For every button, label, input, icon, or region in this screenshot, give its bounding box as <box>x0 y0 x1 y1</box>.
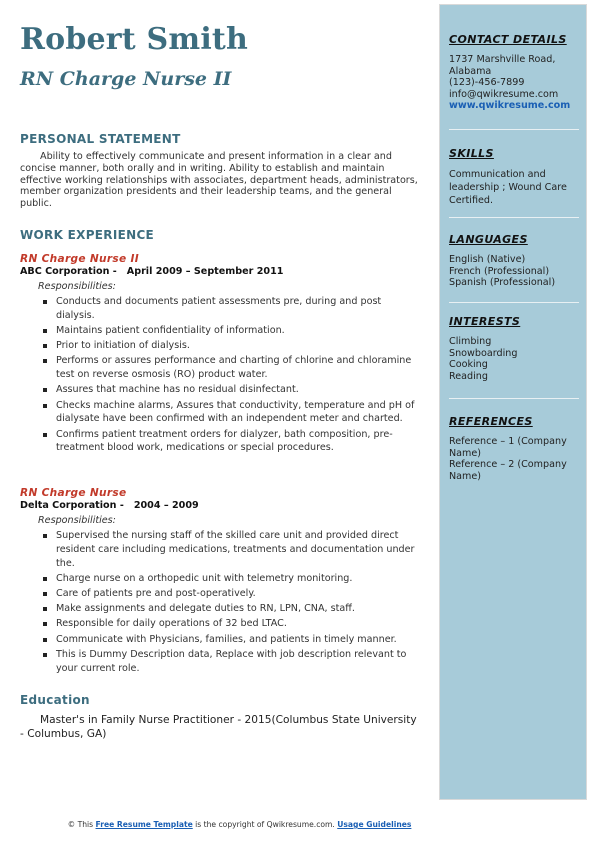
duty-item: Assures that machine has no residual disinfectant. <box>56 383 418 397</box>
footer-middle: is the copyright of Qwikresume.com. <box>192 820 338 829</box>
divider <box>449 129 579 130</box>
address-line: Alabama <box>449 65 492 77</box>
responsibilities-label: Responsibilities: <box>38 281 116 292</box>
languages-heading: LANGUAGES <box>449 233 528 246</box>
duty-item: Responsible for daily operations of 32 bed LTAC. <box>56 617 418 631</box>
interest-item: Cooking <box>449 359 488 370</box>
divider <box>449 217 579 218</box>
duties-list <box>20 529 420 675</box>
language-item: English (Native) <box>449 254 526 265</box>
responsibilities-label: Responsibilities: <box>38 515 116 526</box>
sidebar <box>439 4 587 800</box>
references-list <box>449 436 583 482</box>
personal-statement-heading: PERSONAL STATEMENT <box>20 132 181 146</box>
job-company-dates: ABC Corporation - April 2009 – September 2011 <box>20 266 284 277</box>
language-item: Spanish (Professional) <box>449 277 556 288</box>
job-title: RN Charge Nurse <box>20 487 127 499</box>
duty-item: Performs or assures performance and charting of chlorine and chloramine test on reverse osmosis (RO) product water. <box>56 354 418 382</box>
footer <box>0 820 479 829</box>
duty-item: Communicate with Physicians, families, and patients in timely manner. <box>56 633 418 647</box>
duty-item: Confirms patient treatment orders for dialyzer, bath composition, pre-treatment blood work, medications or special procedures. <box>56 428 418 456</box>
divider <box>449 302 579 303</box>
free-resume-template-link[interactable]: Free Resume Template <box>95 820 193 829</box>
duty-item: This is Dummy Description data, Replace with job description relevant to your current role. <box>56 648 418 676</box>
job-company-dates: Delta Corporation - 2004 – 2009 <box>20 500 199 511</box>
languages-list <box>449 254 583 289</box>
job-entry-2 <box>20 487 420 677</box>
personal-statement-text: Ability to effectively communicate and present information in a clear and concise manner, both orally and in writing. Ability to establish and maintain effective working relationships with associates, department heads, administrators, member organization presidents and their leadership teams, and the general public. <box>20 151 418 210</box>
work-experience-heading: WORK EXPERIENCE <box>20 228 155 242</box>
interests-heading: INTERESTS <box>449 315 521 328</box>
usage-guidelines-link[interactable]: Usage Guidelines <box>337 820 412 829</box>
contact-heading: CONTACT DETAILS <box>449 33 567 46</box>
language-item: French (Professional) <box>449 265 550 277</box>
interest-item: Climbing <box>449 336 492 347</box>
interests-list <box>449 336 583 382</box>
duties-list <box>20 295 420 455</box>
duty-item: Care of patients pre and post-operatively. <box>56 587 418 601</box>
education-text: Master's in Family Nurse Practitioner - 2015(Columbus State University - Columbus, GA) <box>20 714 417 740</box>
website-link[interactable]: www.qwikresume.com <box>449 100 571 111</box>
skills-text: Communication and leadership ; Wound Care Certified. <box>449 169 567 206</box>
duty-item: Checks machine alarms, Assures that conductivity, temperature and pH of dialysate have been confirmed with an independent meter and charted. <box>56 399 418 427</box>
skills-heading: SKILLS <box>449 147 494 160</box>
candidate-job-title: RN Charge Nurse II <box>20 68 232 90</box>
education-heading: Education <box>20 693 90 707</box>
job-entry-1 <box>20 253 420 457</box>
duty-item: Supervised the nursing staff of the skilled care unit and provided direct resident care including medications, treatments and documentation under the. <box>56 529 418 570</box>
reference-item: Reference – 1 (Company Name) <box>449 436 567 459</box>
contact-details <box>449 54 583 112</box>
duty-item: Conducts and documents patient assessments pre, during and post dialysis. <box>56 295 418 323</box>
reference-item: Reference – 2 (Company Name) <box>449 459 567 482</box>
candidate-name: Robert Smith <box>20 22 248 57</box>
duty-item: Prior to initiation of dialysis. <box>56 339 418 353</box>
duty-item: Maintains patient confidentiality of information. <box>56 324 418 338</box>
references-heading: REFERENCES <box>449 415 533 428</box>
divider <box>449 398 579 399</box>
duty-item: Charge nurse on a orthopedic unit with telemetry monitoring. <box>56 572 418 586</box>
address-line: 1737 Marshville Road, <box>449 54 556 65</box>
interest-item: Snowboarding <box>449 347 518 359</box>
duty-item: Make assignments and delegate duties to RN, LPN, CNA, staff. <box>56 602 418 616</box>
interest-item: Reading <box>449 370 488 382</box>
email-address[interactable]: info@qwikresume.com <box>449 88 559 100</box>
job-title: RN Charge Nurse II <box>20 253 139 265</box>
footer-prefix: © This <box>67 820 96 829</box>
phone-number: (123)-456-7899 <box>449 77 525 88</box>
